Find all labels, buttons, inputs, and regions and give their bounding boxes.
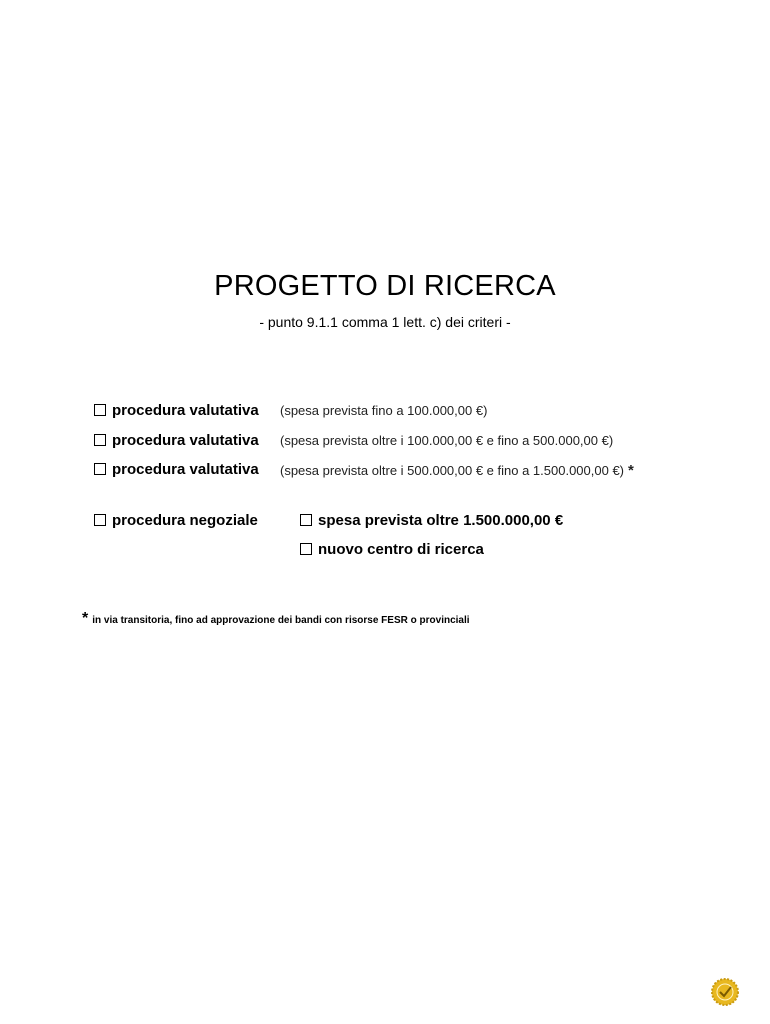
option-checkbox[interactable] [94,463,106,475]
page-title: PROGETTO DI RICERCA [214,270,556,302]
footnote-text: in via transitoria, fino ad approvazione dei bandi con risorse FESR o provinciali [92,615,470,626]
option-row [94,432,614,449]
asterisk-mark: * [628,462,634,479]
option-label: procedura valutativa [112,402,259,419]
footnote-mark: * [82,610,89,627]
suboption-row [300,541,484,558]
option-label: procedura valutativa [112,461,259,478]
suboption-label: spesa prevista oltre 1.500.000,00 € [318,512,564,529]
seal-icon [710,977,740,1007]
option-detail: (spesa prevista fino a 100.000,00 €) [280,403,488,418]
negoziale-label: procedura negoziale [112,512,258,529]
option-row [94,402,488,419]
footnote [82,610,470,628]
option-checkbox[interactable] [94,404,106,416]
negoziale-row [94,512,258,529]
option-detail [280,462,634,479]
suboption-checkbox[interactable] [300,543,312,555]
option-row [94,461,634,479]
suboption-label: nuovo centro di ricerca [318,541,484,558]
option-checkbox[interactable] [94,434,106,446]
suboption-checkbox[interactable] [300,514,312,526]
suboption-row [300,512,563,529]
page-subtitle: - punto 9.1.1 comma 1 lett. c) dei criteri - [259,314,511,330]
option-label: procedura valutativa [112,432,259,449]
negoziale-checkbox[interactable] [94,514,106,526]
option-detail-text: (spesa prevista oltre i 500.000,00 € e fino a 1.500.000,00 €) [280,463,625,478]
option-detail: (spesa prevista oltre i 100.000,00 € e fino a 500.000,00 €) [280,433,614,448]
